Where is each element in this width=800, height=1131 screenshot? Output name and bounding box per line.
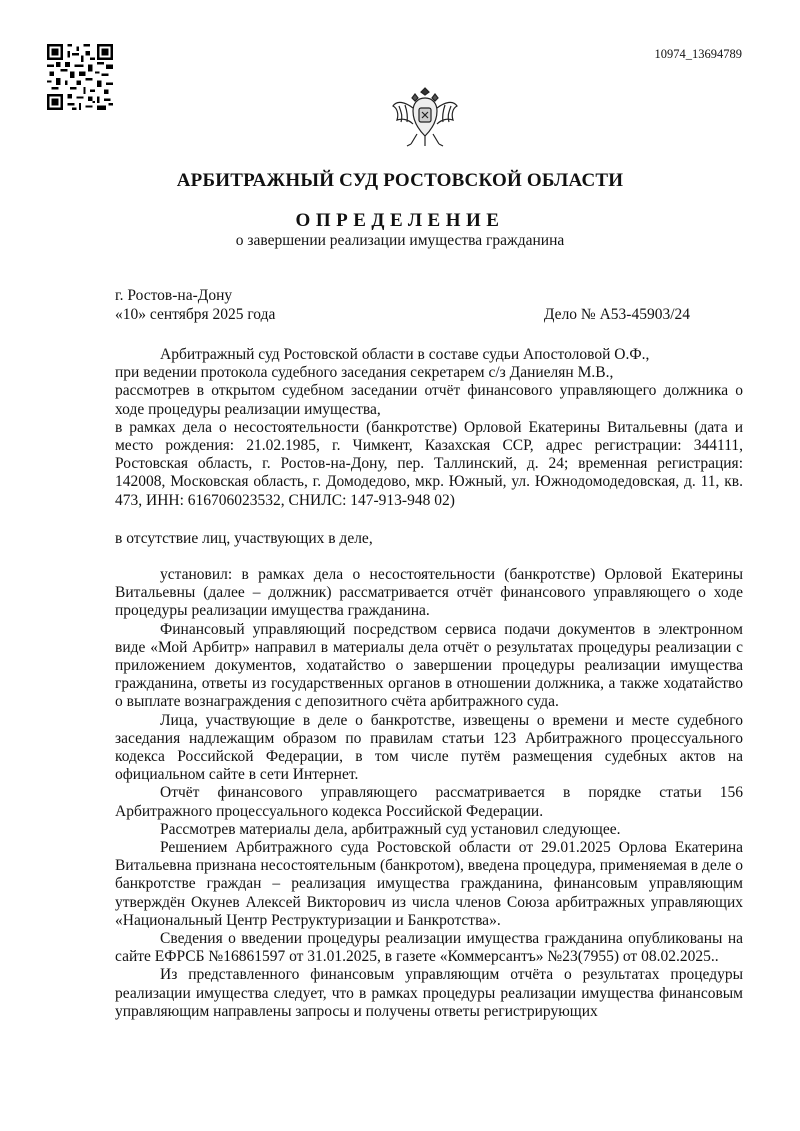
absent-parties-line xyxy=(115,530,743,548)
paragraph: Отчёт финансового управляющего рассматривается в порядке статьи 156 Арбитражного процессуального кодекса Российской Федерации. xyxy=(115,784,743,820)
paragraph: Финансовый управляющий посредством сервиса подачи документов в электронном виде «Мой Арбитр» направил в материалы дела отчёт о результатах процедуры реализации с приложением документов, ходатайство о завершении процедуры реализации имущества гражданина, ответы из государственных органов в отношении должника, а также ходатайство о выплате вознаграждения с депозитного счёта арбитражного суда. xyxy=(115,620,743,711)
paragraph: установил: в рамках дела о несостоятельности (банкротстве) Орловой Екатерины Витальевны (далее – должник) рассматривается отчёт финансового управляющего о ходе процедуры реализации имущества гражданина. xyxy=(115,566,743,620)
paragraph: Из представленного финансовым управляющим отчёта о результатах процедуры реализации имущества следует, что в рамках процедуры реализации имущества финансовым управляющим направлены запросы и получены ответы регистрирующих xyxy=(115,966,743,1020)
city: г. Ростов-на-Дону xyxy=(115,287,233,304)
paragraph: Рассмотрев материалы дела, арбитражный суд установил следующее. xyxy=(160,820,621,838)
intro-line: Арбитражный суд Ростовской области в составе судьи Апостоловой О.Ф., xyxy=(160,346,650,363)
document-date: «10» сентября 2025 года xyxy=(115,306,276,323)
document-subtitle: о завершении реализации имущества гражданина xyxy=(235,232,565,249)
paragraph: Сведения о введении процедуры реализации имущества гражданина опубликованы на сайте ЕФРСБ №16861597 от 31.01.2025, в газете «Коммерсантъ» №23(7955) от 08.02.2025.. xyxy=(115,930,743,966)
document-type-title: ОПРЕДЕЛЕНИЕ xyxy=(295,210,505,231)
paragraph: Решением Арбитражного суда Ростовской области от 29.01.2025 Орлова Екатерина Витальевна признана несостоятельным (банкротом), введена процедура, применяемая в деле о банкротстве граждан – реализация имущества гражданина, финансовым управляющим утверждён Окунев Алексей Викторович из числа членов Союза арбитражных управляющих «Национальный Центр Реструктуризации и Банкротства». xyxy=(115,839,743,929)
case-number: Дело № А53-45903/24 xyxy=(543,306,690,323)
main-text-block xyxy=(115,566,743,1021)
intro-line: при ведении протокола судебного заседания секретарем с/з Даниелян М.В., xyxy=(115,364,614,382)
qr-code xyxy=(47,44,113,110)
coat-of-arms-emblem xyxy=(391,84,459,150)
absent-text: в отсутствие лиц, участвующих в деле, xyxy=(115,530,373,547)
intro-line: в рамках дела о несостоятельности (банкротстве) Орловой Екатерины Витальевны (дата и место рождения: 21.02.1985, г. Чимкент, Казахская ССР, адрес регистрации: 344111, Ростовская область, г. Ростов-на-Дону, пер. Таллинский, д. 24; временная регистрация: 142008, Московская область, г. Домодедово, мкр. Южный, ул. Южнодомодедовская, д. 11, кв. 473, ИНН: 616706023532, СНИЛС: 147-913-948 02) xyxy=(115,418,743,509)
court-name: АРБИТРАЖНЫЙ СУД РОСТОВСКОЙ ОБЛАСТИ xyxy=(176,170,624,191)
intro-block xyxy=(115,346,743,510)
paragraph: Лица, участвующие в деле о банкротстве, извещены о времени и месте судебного заседания надлежащим образом по правилам статьи 123 Арбитражного процессуального кодекса Российской Федерации, в том числе путём размещения судебных актов на официальном сайте в сети Интернет. xyxy=(115,711,743,784)
document-number: 10974_13694789 xyxy=(654,47,742,61)
intro-line: рассмотрев в открытом судебном заседании отчёт финансового управляющего должника о ходе процедуры реализации имущества, xyxy=(115,382,743,418)
